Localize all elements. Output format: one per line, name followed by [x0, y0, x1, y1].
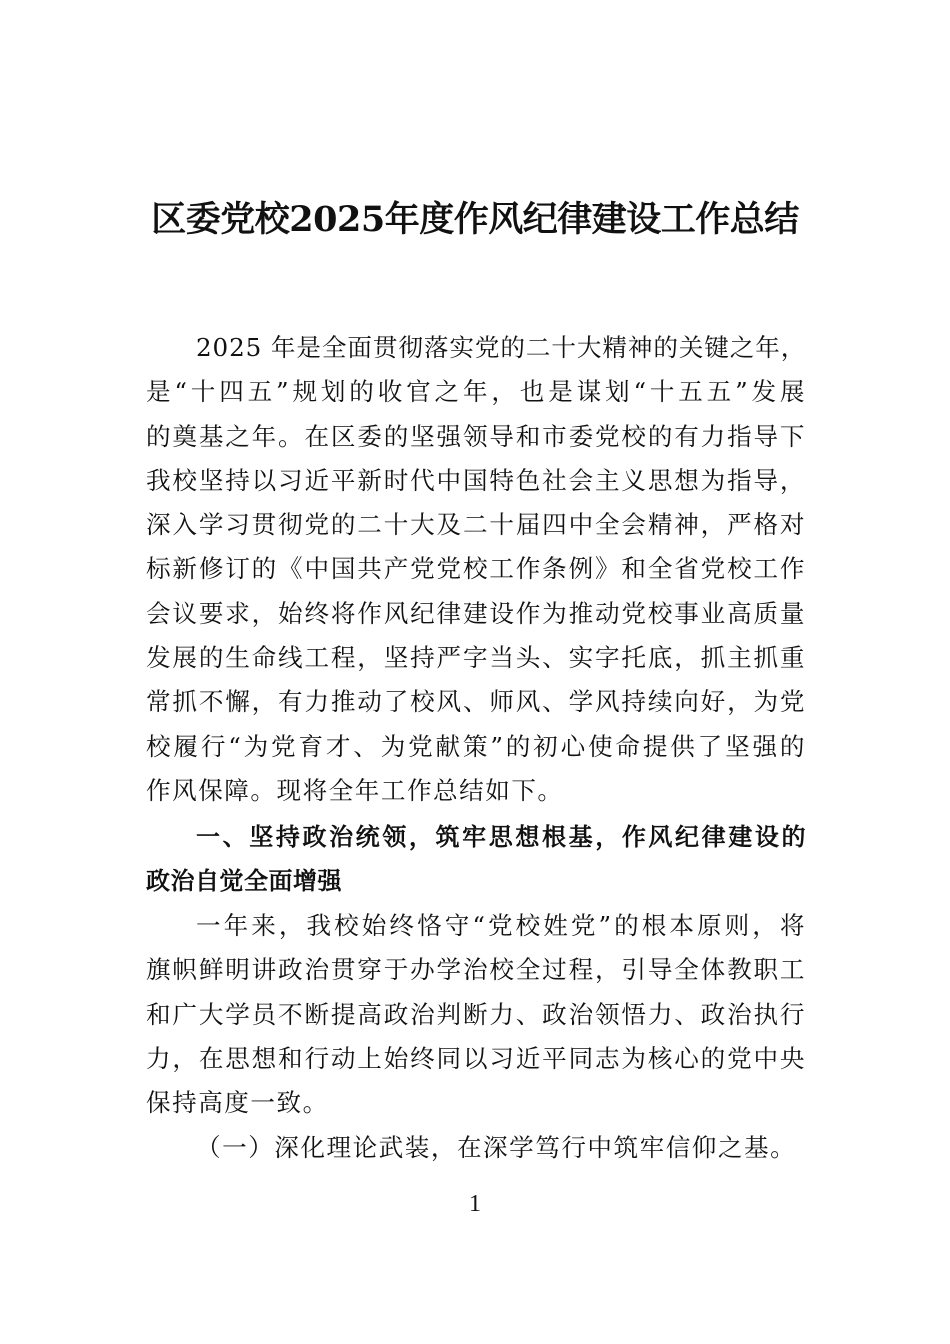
- text-line: 力，在思想和行动上始终同以习近平同志为核心的党中央: [146, 1043, 806, 1073]
- text-line: 一年来，我校始终恪守“党校姓党”的根本原则，将: [196, 911, 806, 940]
- text-line: 深入学习贯彻党的二十大及二十届四中全会精神，严格对: [146, 510, 806, 540]
- text-line: 会议要求，始终将作风纪律建设作为推动党校事业高质量: [146, 598, 806, 628]
- text-line: 保持高度一致。: [146, 1088, 329, 1118]
- document-title: 区委党校2025年度作风纪律建设工作总结: [151, 199, 799, 240]
- text-line: 和广大学员不断提高政治判断力、政治领悟力、政治执行: [146, 999, 806, 1029]
- text-line: 校履行“为党育才、为党献策”的初心使命提供了坚强的: [146, 731, 806, 761]
- text-line: 作风保障。现将全年工作总结如下。: [146, 775, 564, 805]
- text-line: 是“十四五”规划的收官之年，也是谋划“十五五”发展: [146, 377, 806, 407]
- text-line: 发展的生命线工程，坚持严字当头、实字托底，抓主抓重: [146, 643, 806, 673]
- text-line: 标新修订的《中国共产党党校工作条例》和全省党校工作: [146, 554, 806, 584]
- heading-line: 政治自觉全面增强: [146, 867, 342, 896]
- intro-paragraph: [146, 326, 806, 813]
- heading-line: 一、坚持政治统领，筑牢思想根基，作风纪律建设的: [196, 823, 806, 851]
- text-line: 的奠基之年。在区委的坚强领导和市委党校的有力指导下: [146, 421, 806, 451]
- page-number: 1: [469, 1191, 481, 1217]
- subheading-line: （一）深化理论武装，在深学笃行中筑牢信仰之基。: [196, 1133, 797, 1162]
- text-line: 旗帜鲜明讲政治贯穿于办学治校全过程，引导全体教职工: [146, 955, 806, 985]
- text-line: 常抓不懈，有力推动了校风、师风、学风持续向好，为党: [146, 687, 806, 717]
- section-one-heading: [146, 815, 806, 904]
- subsection-one-heading: [146, 1126, 806, 1170]
- text-line: 2025 年是全面贯彻落实党的二十大精神的关键之年，: [196, 333, 807, 362]
- section-one-paragraph: [146, 904, 806, 1125]
- text-line: 我校坚持以习近平新时代中国特色社会主义思想为指导，: [146, 465, 806, 495]
